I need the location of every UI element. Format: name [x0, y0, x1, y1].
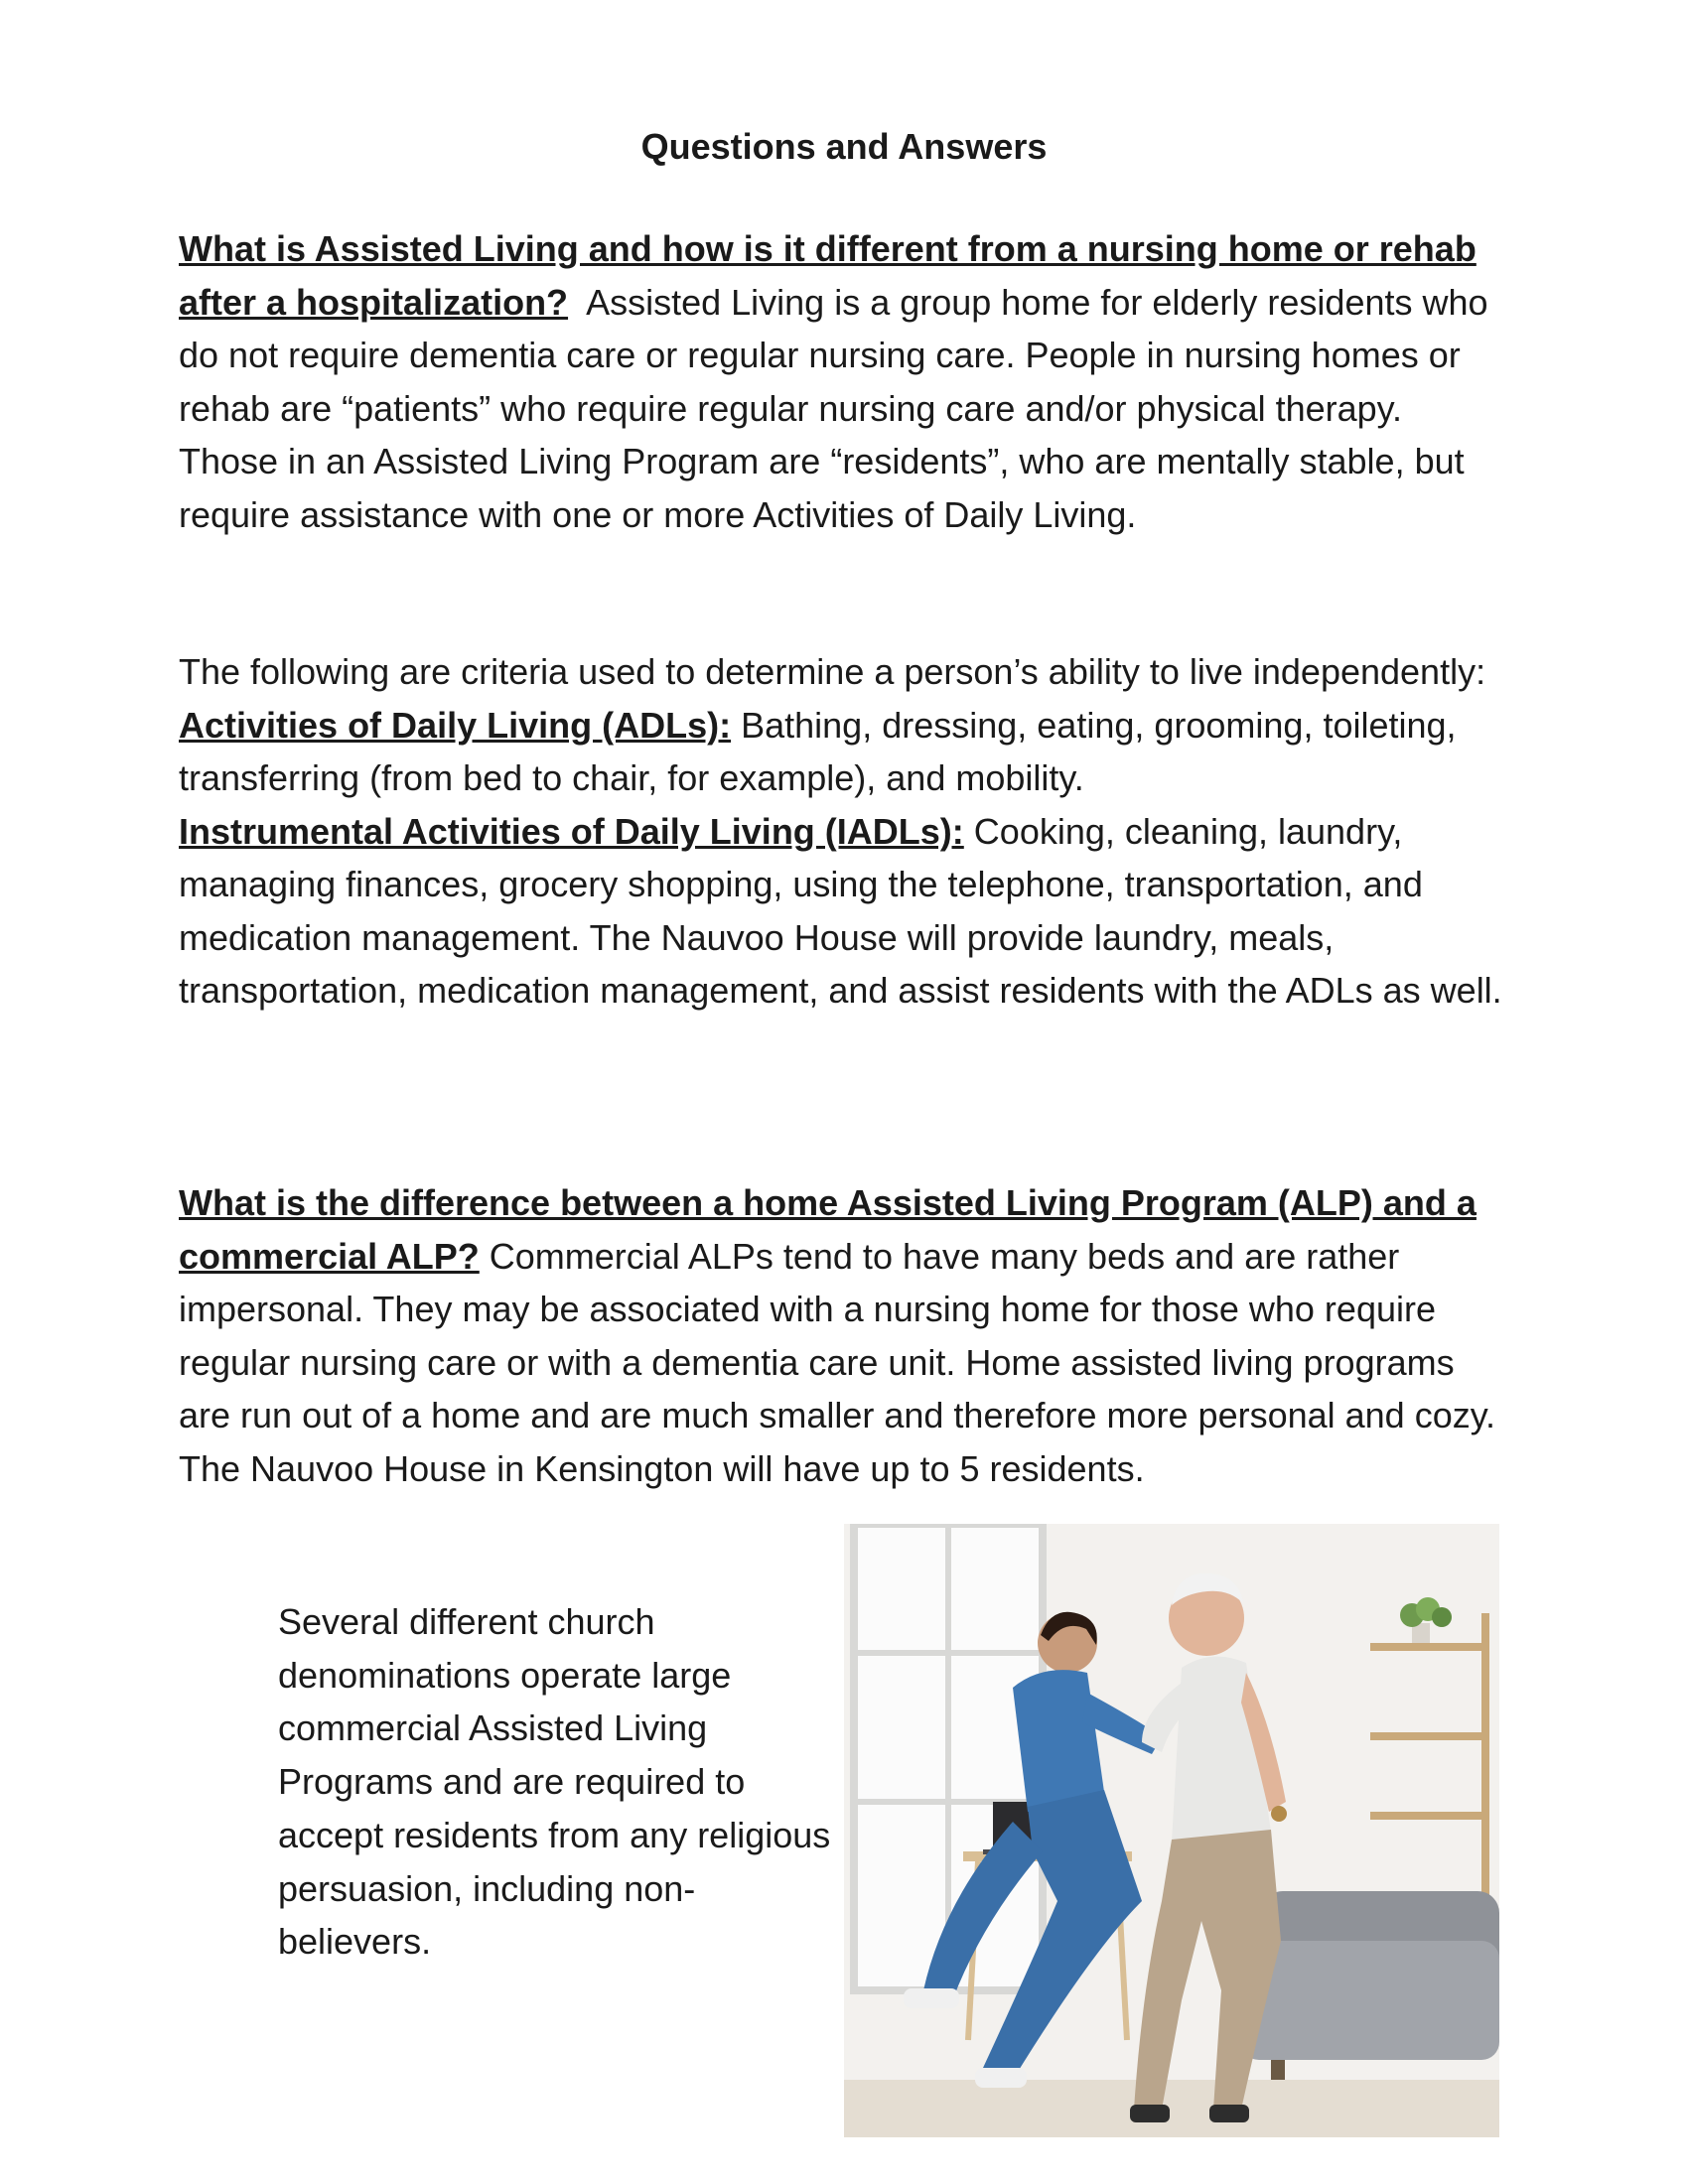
adl-paragraph	[179, 699, 1509, 805]
section-home-vs-commercial	[179, 1176, 1509, 1495]
adl-text: Bathing, dressing, eating, grooming, toileting, transferring (from bed to chair, for example), and mobility.	[179, 704, 1457, 798]
iadl-text: Cooking, cleaning, laundry, managing finances, grocery shopping, using the telephone, transportation, and medication management. The Nauvoo House will provide laundry, meals, transportation, medication management, and assist residents with the ADLs as well.	[179, 810, 1502, 1011]
iadl-label: Instrumental Activities of Daily Living (IADLs):	[179, 810, 964, 852]
church-denominations-note: Several different church denominations operate large commercial Assisted Living Programs and are required to accept residents from any religious persuasion, including non-believers.	[278, 1601, 831, 1963]
adl-label: Activities of Daily Living (ADLs):	[179, 704, 732, 746]
section-criteria	[179, 645, 1509, 1018]
answer-home-vs-commercial: Commercial ALPs tend to have many beds and are rather impersonal. They may be associated with a nursing home for those who require regular nursing care or with a dementia care unit. Home assisted living programs are run out of a home and are much smaller and therefore more personal and cozy. The Nauvoo House in Kensington will have up to 5 residents.	[179, 1235, 1496, 1489]
caregiver-assisting-elderly-man-photo	[844, 1524, 1499, 2137]
page-title: Questions and Answers	[640, 126, 1048, 167]
iadl-paragraph	[179, 805, 1509, 1018]
answer-assisted-living: Assisted Living is a group home for elderly residents who do not require dementia care or regular nursing care. People in nursing homes or rehab are “patients” who require regular nursing care and/or physical therapy. Those in an Assisted Living Program are “residents”, who are mentally stable, but require assistance with one or more Activities of Daily Living.	[179, 281, 1488, 535]
question-assisted-living: What is Assisted Living and how is it different from a nursing home or rehab after a hospitalization?	[179, 228, 1477, 323]
question-home-vs-commercial: What is the difference between a home Assisted Living Program (ALP) and a commercial ALP?	[179, 1182, 1477, 1277]
criteria-intro: The following are criteria used to determine a person’s ability to live independently:	[179, 651, 1486, 692]
section-assisted-living-definition	[179, 222, 1509, 541]
